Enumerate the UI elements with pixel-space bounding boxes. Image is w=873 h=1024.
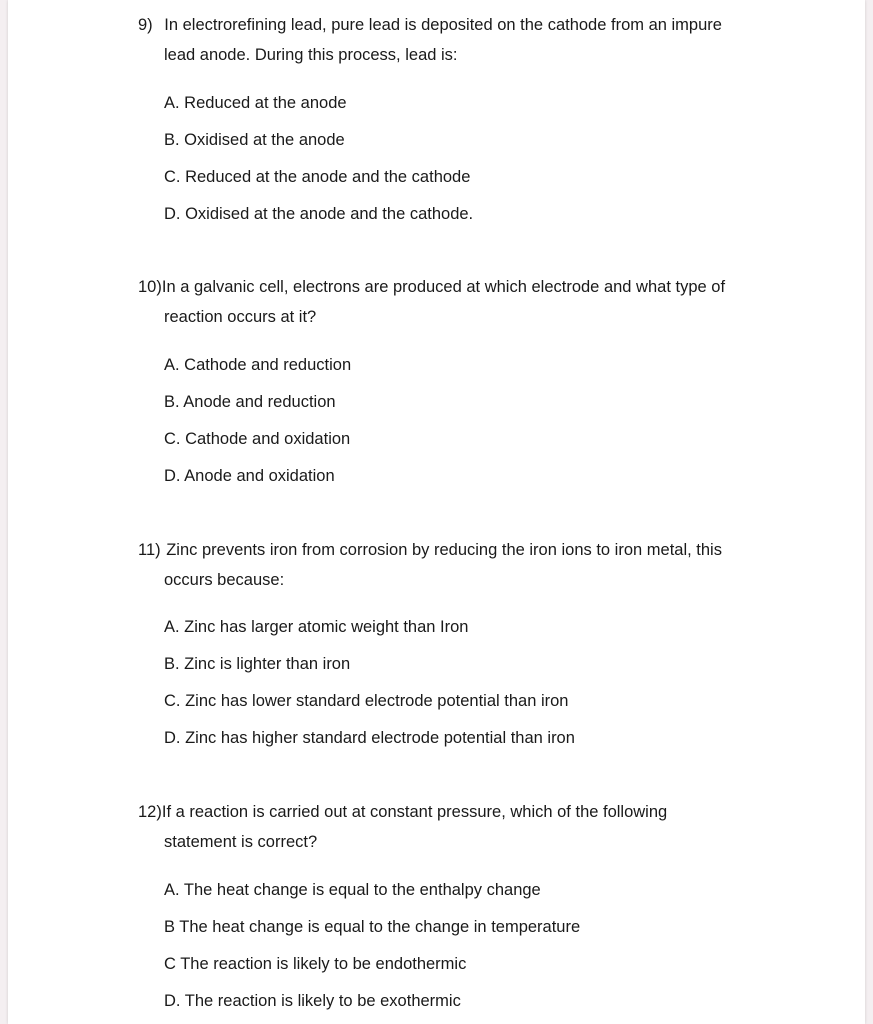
option-c: C. Cathode and oxidation xyxy=(164,430,351,448)
question-stem xyxy=(138,273,778,332)
question-text-line1: Zinc prevents iron from corrosion by reducing the iron ions to iron metal, this xyxy=(166,541,722,559)
option-d: D. The reaction is likely to be exothermic xyxy=(164,992,461,1010)
option-a: A. The heat change is equal to the enthalpy change xyxy=(164,881,541,899)
option-a: A. Zinc has larger atomic weight than Iron xyxy=(164,618,469,636)
option-a: A. Cathode and reduction xyxy=(164,356,352,374)
document-page xyxy=(8,0,865,1024)
option-d: D. Anode and oxidation xyxy=(164,467,335,485)
question-number: 10) xyxy=(138,278,162,296)
option-d: D. Oxidised at the anode and the cathode. xyxy=(164,205,474,223)
question-number: 12) xyxy=(138,803,162,821)
option-c: C The reaction is likely to be endothermic xyxy=(164,955,467,973)
question-text-line1: In electrorefining lead, pure lead is deposited on the cathode from an impure xyxy=(164,16,722,34)
option-b: B The heat change is equal to the change in temperature xyxy=(164,918,581,936)
option-d: D. Zinc has higher standard electrode potential than iron xyxy=(164,729,575,747)
question-text-line2: lead anode. During this process, lead is: xyxy=(164,45,458,64)
option-b: B. Zinc is lighter than iron xyxy=(164,655,351,673)
question-stem xyxy=(138,536,778,595)
question-number: 11) xyxy=(138,541,161,559)
option-b: B. Oxidised at the anode xyxy=(164,131,345,149)
question-text-line2: statement is correct? xyxy=(164,832,318,851)
question-text-line2: reaction occurs at it? xyxy=(164,307,317,326)
option-c: C. Reduced at the anode and the cathode xyxy=(164,168,471,186)
question-text-line1: In a galvanic cell, electrons are produced at which electrode and what type of xyxy=(161,278,726,296)
option-c: C. Zinc has lower standard electrode potential than iron xyxy=(164,692,569,710)
question-text-line2: occurs because: xyxy=(164,570,285,589)
question-stem xyxy=(138,11,778,70)
question-text-line1: If a reaction is carried out at constant pressure, which of the following xyxy=(161,803,668,821)
option-a: A. Reduced at the anode xyxy=(164,94,347,112)
option-b: B. Anode and reduction xyxy=(164,393,336,411)
question-number: 9) xyxy=(138,16,153,34)
question-stem xyxy=(138,798,778,857)
